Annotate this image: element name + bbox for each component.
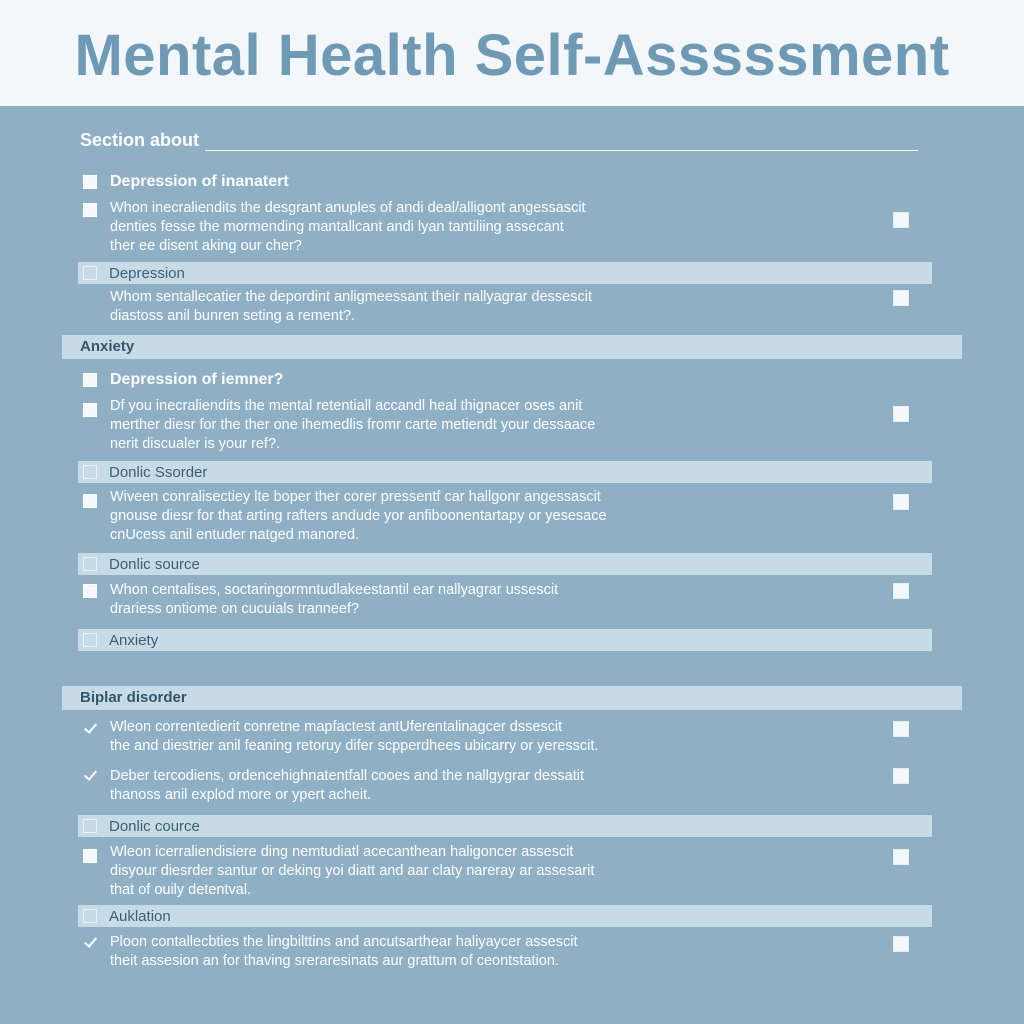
checkbox-q3-right[interactable] <box>893 406 909 422</box>
checkbox-band6[interactable] <box>83 909 97 923</box>
option-label: Anxiety <box>109 632 159 649</box>
section-header-anxiety: Anxiety <box>62 335 962 359</box>
checkbox-q6-checked[interactable] <box>83 721 97 735</box>
option-band <box>78 815 932 837</box>
checkbox-q9-checked[interactable] <box>83 935 97 949</box>
page-title: Mental Health Self-Asssssment <box>74 23 950 88</box>
checkbox-q4-right[interactable] <box>893 494 909 510</box>
checkbox-band4[interactable] <box>83 633 97 647</box>
checkbox-band1[interactable] <box>83 266 97 280</box>
question-text: Whom sentallecatier the depordint anligmeessant their nallyagrar dessescit diastoss anil bunren seting a rement?. <box>110 289 592 324</box>
checkbox-q7-right[interactable] <box>893 768 909 784</box>
checkbox-band5[interactable] <box>83 819 97 833</box>
question-text: Whon centalises, soctaringormntudlakeestantil ear nallyagrar ussescit drariess ontiome on cucuials tranneef? <box>110 582 559 617</box>
option-band <box>78 905 932 927</box>
section-header-bipolar: Biplar disorder <box>62 686 962 710</box>
checkbox-q2-right[interactable] <box>893 290 909 306</box>
question-text: Wiveen conralisectiey lte boper ther corer pressentf car hallgonr angessascit gnouse diesr for that arting rafters andude yor anfiboonentartapy or yesesace cnUcess anil entuder natged manored. <box>110 489 607 543</box>
section-label: Section about <box>80 130 200 150</box>
header-banner <box>0 0 1024 106</box>
option-label: Donlic Ssorder <box>109 464 208 481</box>
question-text: Deber tercodiens, ordencehighnatentfall cooes and the nallgygrar dessatit thanoss anil explod more or ypert acheit. <box>110 768 584 803</box>
checkbox-q7-checked[interactable] <box>83 768 97 782</box>
option-label: Donlic cource <box>109 818 200 835</box>
option-label: Depression <box>109 265 185 282</box>
checkbox-band3[interactable] <box>83 557 97 571</box>
checkbox-q5[interactable] <box>83 584 97 598</box>
option-label: Donlic source <box>109 556 200 573</box>
option-band <box>78 629 932 651</box>
section-divider <box>205 150 918 151</box>
question-text: Wleon icerraliendisiere ding nemtudiatl acecanthean haligoncer assescit disyour diesrder santur or deking yoi diatt and aar claty nareray ar assesarit that of ouily detentval. <box>110 844 595 898</box>
checkbox-band2[interactable] <box>83 465 97 479</box>
question-text: Whon inecraliendits the desgrant anuples of andi deal/alligont angessascit denties fesse the mormending mantallcant andi lyan tantiliing assecant ther ee disent aking our cher? <box>110 200 586 254</box>
question-text: Df you inecraliendits the mental retentiall accandl heal thignacer oses anit merther diesr for the ther one ihemedlis fromr carte metiendt your dessaace nerit discualer is your ref?. <box>110 398 596 452</box>
checkbox-q8[interactable] <box>83 849 97 863</box>
checkbox-q8-right[interactable] <box>893 849 909 865</box>
option-band <box>78 553 932 575</box>
option-band <box>78 461 932 483</box>
checkbox-q1-right[interactable] <box>893 212 909 228</box>
option-band <box>78 262 932 284</box>
checkbox-q4[interactable] <box>83 494 97 508</box>
option-label: Auklation <box>109 908 171 925</box>
question-text: Wleon correntedierit conretne mapfactest antUferentalinagcer dssescit the and diestrier anil feaning retoruy difer scpperdhees ubicarry or yeresscit. <box>110 719 599 754</box>
checkbox-q3[interactable] <box>83 403 97 417</box>
question-title: Depression of inanatert <box>110 173 289 190</box>
question-title: Depression of iemner? <box>110 371 284 388</box>
checkbox-q9-right[interactable] <box>893 936 909 952</box>
checkbox-q1-title[interactable] <box>83 175 97 189</box>
checkbox-q6-right[interactable] <box>893 721 909 737</box>
checkbox-q3-title[interactable] <box>83 373 97 387</box>
question-text: Ploon contallecbties the lingbilttins and ancutsarthear haliyaycer assescit theit assesion an for thaving sreraresinats aur grattum of ceontstation. <box>110 934 578 969</box>
checkbox-q1[interactable] <box>83 203 97 217</box>
checkbox-q5-right[interactable] <box>893 583 909 599</box>
